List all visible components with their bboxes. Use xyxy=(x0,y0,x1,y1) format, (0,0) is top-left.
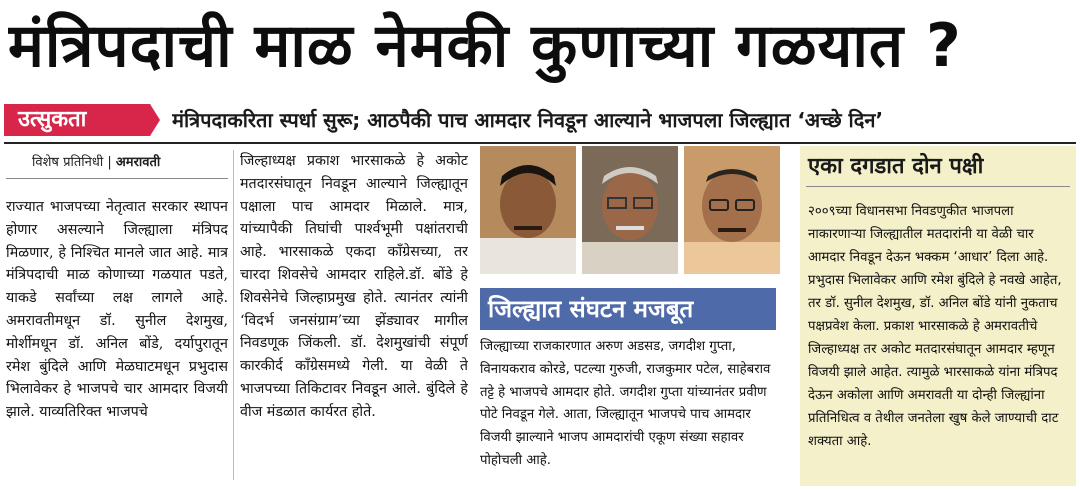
byline-city: अमरावती xyxy=(115,155,161,170)
header-divider xyxy=(4,142,1076,144)
box-title: जिल्ह्यात संघटन मजबूत xyxy=(480,288,776,330)
sidebar-title: एका दगडात दोन पक्षी xyxy=(808,154,984,179)
article-column-2: जिल्हाध्यक्ष प्रकाश भारसाकळे हे अकोट मतदारसंघातून निवडून आल्याने जिल्ह्यातून पक्षाला पाच आमदार मिळाले. मात्र, यांच्यापैकी तिघांची पार्श्वभूमी पक्षांतराची आहे. भारसाकळे एकदा कॉंग्रेसच्या, तर चारदा शिवसेचे आमदार राहिले.डॉ. बोंडे हे शिवसेनेचे जिल्हाप्रमुख होते. त्यानंतर त्यांनी ‘विदर्भ जनसंग्राम’च्या झेंड्यावर मागील निवडणूक जिंकली. डॉ. देशमुखांची संपूर्ण कारकीर्द कॉंग्रेसमध्ये गेली. या वेळी ते भाजपच्या तिकिटावर निवडून आले. बुंदिले हे वीज मंडळात कार्यरत होते. xyxy=(240,153,468,420)
article-column-1: राज्यात भाजपच्या नेतृत्वात सरकार स्थापन होणार असल्याने जिल्ह्याला मंत्रिपद मिळणार, हे निश्चित मानले जात आहे. मात्र मंत्रिपदाची माळ कोणाच्या गळयात पडते, याकडे सर्वांच्या लक्ष लागले आहे. अमरावतीमधून डॉ. सुनील देशमुख, मोर्शीमधून डॉ. अनिल बोंडे, दर्यापुरातून रमेश बुंदिले आणि मेळघाटमधून प्रभुदास भिलावेकर हे भाजपचे चार आमदार विजयी झाले. याव्यतिरिक्त भाजपचे xyxy=(6,199,228,421)
portrait-photo-2 xyxy=(582,146,678,274)
subheadline-row xyxy=(0,100,1080,140)
byline xyxy=(32,153,232,173)
subheadline: मंत्रिपदाकरिता स्पर्धा सुरू; आठपैकी पाच आमदार निवडून आल्याने भाजपला जिल्ह्यात ‘अच्छे दिन’ xyxy=(172,108,884,132)
byline-separator: | xyxy=(107,155,116,170)
box-body: जिल्ह्याच्या राजकारणात अरुण अडसड, जगदीश गुप्ता, विनायकराव कोरडे, पटल्या गुरुजी, राजकुमार पटेल, साहेबराव तट्टे हे भाजपचे आमदार होते. जगदीश गुप्ता यांच्यानंतर प्रवीण पोटे निवडून गेले. आता, जिल्ह्यातून भाजपचे पाच आमदार विजयी झाल्याने भाजप आमदारांची एकूण संख्या सहावर पोहोचली आहे. xyxy=(480,339,771,468)
byline-reporter: विशेष प्रतिनिधी xyxy=(32,155,104,170)
portrait-photo-1 xyxy=(480,146,576,274)
sidebar-box xyxy=(800,146,1076,486)
column-divider xyxy=(233,150,234,480)
byline-divider xyxy=(6,178,228,179)
sidebar-body: २००९च्या विधानसभा निवडणुकीत भाजपला नाकारणाऱ्या जिल्ह्यातील मतदारांनी या वेळी चार आमदार निवडून देऊन भक्कम ‘आधार’ दिला आहे. प्रभुदास भिलावेकर आणि रमेश बुंदिले हे नवखे आहेत, तर डॉ. सुनील देशमुख, डॉ. अनिल बोंडे यांनी नुकताच पक्षप्रवेश केला. प्रकाश भारसाकळे हे अमरावतीचे जिल्हाध्यक्ष तर अकोट मतदारसंघातून आमदार म्हणून विजयी झाले आहेत. त्यामुळे भारसाकळे यांना मंत्रिपद देऊन अकोला आणि अमरावती या दोन्ही जिल्ह्यांना प्रतिनिधित्व व तेथील जनतेला खुष केले जाण्याची दाट शक्यता आहे. xyxy=(808,204,1062,449)
portrait-photo-3 xyxy=(684,146,780,274)
photo-strip xyxy=(480,146,780,274)
section-tag: उत्सुकता xyxy=(4,104,150,136)
tag-arrow-shape xyxy=(150,104,160,136)
headline: मंत्रिपदाची माळ नेमकी कुणाच्या गळयात ? xyxy=(8,11,962,81)
sidebar-divider xyxy=(806,186,1070,187)
